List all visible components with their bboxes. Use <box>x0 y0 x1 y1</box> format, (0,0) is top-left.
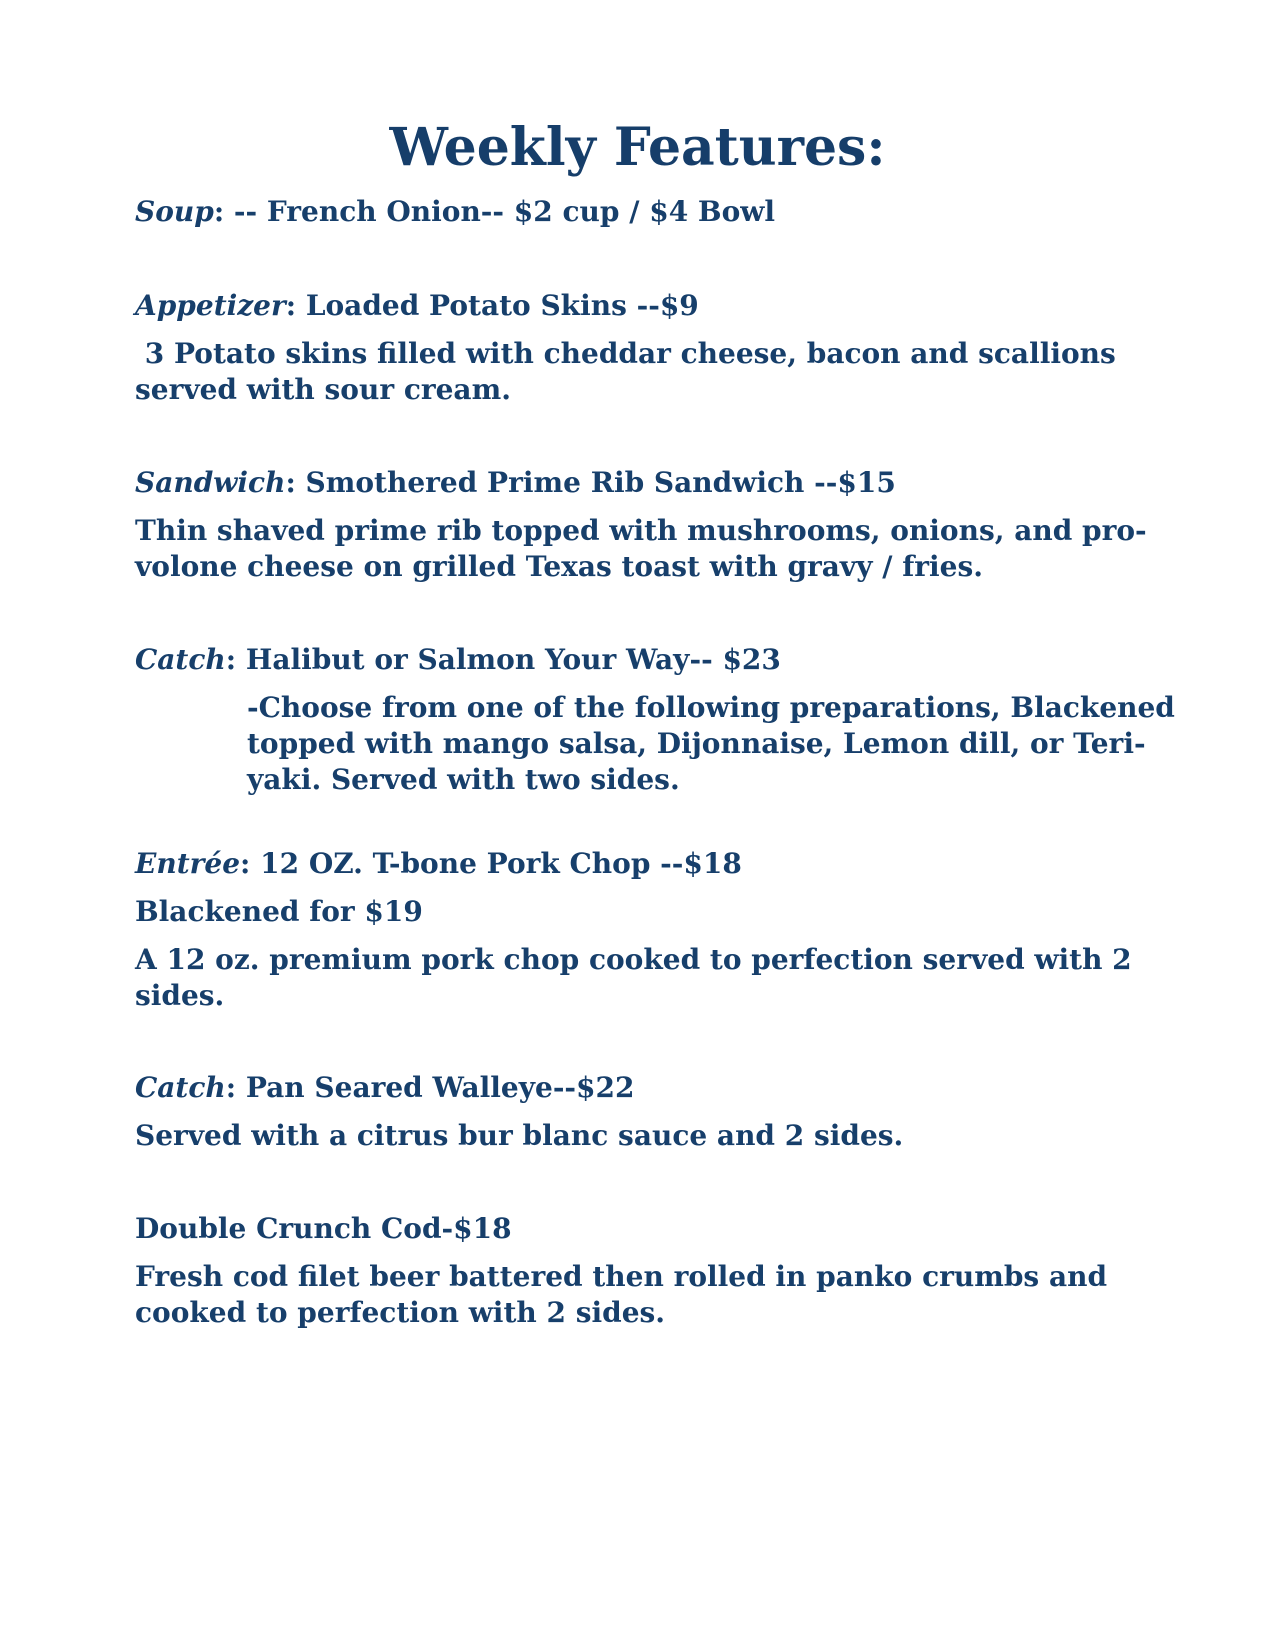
sandwich-text: : Smothered Prime Rib Sandwich --$15 <box>285 466 896 499</box>
catch-label: Catch <box>135 1071 226 1104</box>
cod-description-line-2: cooked to perfection with 2 sides. <box>135 1296 666 1329</box>
appetizer-text: : Loaded Potato Skins --$9 <box>285 289 699 322</box>
entree-heading <box>135 845 742 882</box>
catch-walleye-heading <box>135 1069 635 1106</box>
entree-description-line-1: A 12 oz. premium pork chop cooked to perfection served with 2 <box>135 943 1132 976</box>
catch-halibut-heading <box>135 641 781 678</box>
entree-description-line-2: sides. <box>135 979 225 1012</box>
catch-walleye-text: : Pan Seared Walleye--$22 <box>225 1071 635 1104</box>
catch-halibut-description-line-1: -Choose from one of the following preparations, Blackened <box>247 691 1175 724</box>
cod-description-line-1: Fresh cod filet beer battered then rolled in panko crumbs and <box>135 1260 1108 1293</box>
catch-label: Catch <box>135 643 226 676</box>
appetizer-label: Appetizer <box>135 289 286 322</box>
entree-blackened-option: Blackened for $19 <box>135 895 423 928</box>
soup-label: Soup <box>135 195 214 228</box>
sandwich-heading <box>135 464 896 501</box>
soup-heading <box>135 193 775 230</box>
catch-halibut-description-line-2: topped with mango salsa, Dijonnaise, Lemon dill, or Teri- <box>247 727 1146 760</box>
catch-halibut-description-line-3: yaki. Served with two sides. <box>247 763 680 796</box>
sandwich-label: Sandwich <box>135 466 286 499</box>
appetizer-description-line-2: served with sour cream. <box>135 373 511 406</box>
sandwich-description-line-2: volone cheese on grilled Texas toast with gravy / fries. <box>135 550 983 583</box>
entree-label: Entrée <box>135 847 241 880</box>
cod-heading: Double Crunch Cod-$18 <box>135 1212 512 1245</box>
appetizer-description-line-1: 3 Potato skins filled with cheddar cheese, bacon and scallions <box>135 337 1116 370</box>
sandwich-description-line-1: Thin shaved prime rib topped with mushrooms, onions, and pro- <box>135 514 1147 547</box>
catch-halibut-text: : Halibut or Salmon Your Way-- $23 <box>225 643 781 676</box>
appetizer-heading <box>135 287 699 324</box>
page-title: Weekly Features: <box>389 117 886 178</box>
catch-walleye-description: Served with a citrus bur blanc sauce and 2 sides. <box>135 1119 904 1152</box>
soup-text: : -- French Onion-- $2 cup / $4 Bowl <box>213 195 776 228</box>
entree-text: : 12 OZ. T-bone Pork Chop --$18 <box>240 847 742 880</box>
